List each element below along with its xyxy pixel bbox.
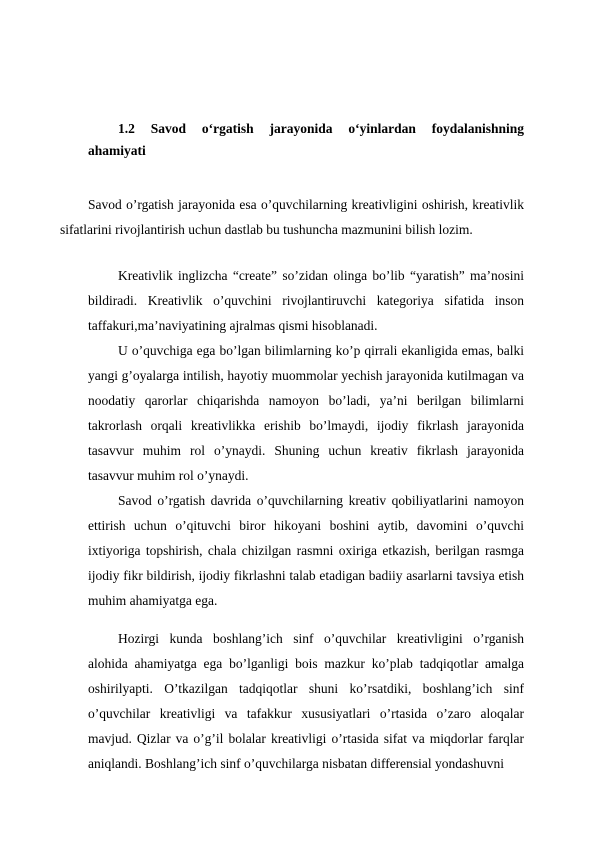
section-heading — [88, 118, 524, 162]
paragraph-4: Savod o’rgatish davrida o’quvchilarning kreativ qobiliyatlarini namoyon ettirish uchun o’qituvchi biror hikoyani boshini aytib, davomini o’quvchi ixtiyoriga topshirish, chala chizilgan rasmni oxiriga etkazish, berilgan rasmga ijodiy fikr bildirish, ijodiy fikrlashni talab etadigan badiiy asarlarni tavsiya etish muhim ahamiyatga ega. — [88, 493, 524, 608]
section-heading-line-1: 1.2 Savod o‘rgatish jarayonida o‘yinlardan foydalanishning — [118, 121, 524, 136]
paragraph-2: Kreativlik inglizcha “create” so’zidan olinga bo’lib “yaratish” ma’nosini bildiradi. Kreativlik o’quvchini rivojlantiruvchi kategoriya sifatida inson taffakuri,ma’naviyatining ajralmas qismi hisoblanadi. — [88, 268, 524, 333]
section-heading-line-2: ahamiyati — [88, 143, 146, 158]
paragraph-1: Savod o’rgatish jarayonida esa o’quvchilarning kreativligini oshirish, kreativlik sifatlarini rivojlantirish uchun dastlab bu tushuncha mazmunini bilish lozim. — [60, 197, 524, 237]
paragraph-5: Hozirgi kunda boshlang’ich sinf o’quvchilar kreativligini o’rganish alohida ahamiyatga ega bo’lganligi bois mazkur ko’plab tadqiqotlar amalga oshirilyapti. O’tkazilgan tadqiqotlar shuni ko’rsatdiki, boshlang’ich sinf o’quvchilar kreativligi va tafakkur xususiyatlari o’rtasida o’zaro aloqalar mavjud. Qizlar va o’g’il bolalar kreativligi o’rtasida sifat va miqdorlar farqlar aniqlandi. Boshlang’ich sinf o’quvchilarga nisbatan differensial yondashuvni — [88, 631, 524, 771]
paragraph-3: U o’quvchiga ega bo’lgan bilimlarning ko’p qirrali ekanligida emas, balki yangi g’oyalarga intilish, hayotiy muommolar yechish jarayonida kutilmagan va noodatiy qarorlar chiqarishda namoyon bo’ladi, ya’ni berilgan bilimlarni takrorlash orqali kreativlikka erishib bo’lmaydi, ijodiy fikrlash jarayonida tasavvur muhim rol o’ynaydi. Shuning uchun kreativ fikrlash jarayonida tasavvur muhim rol o’ynaydi. — [88, 343, 524, 483]
